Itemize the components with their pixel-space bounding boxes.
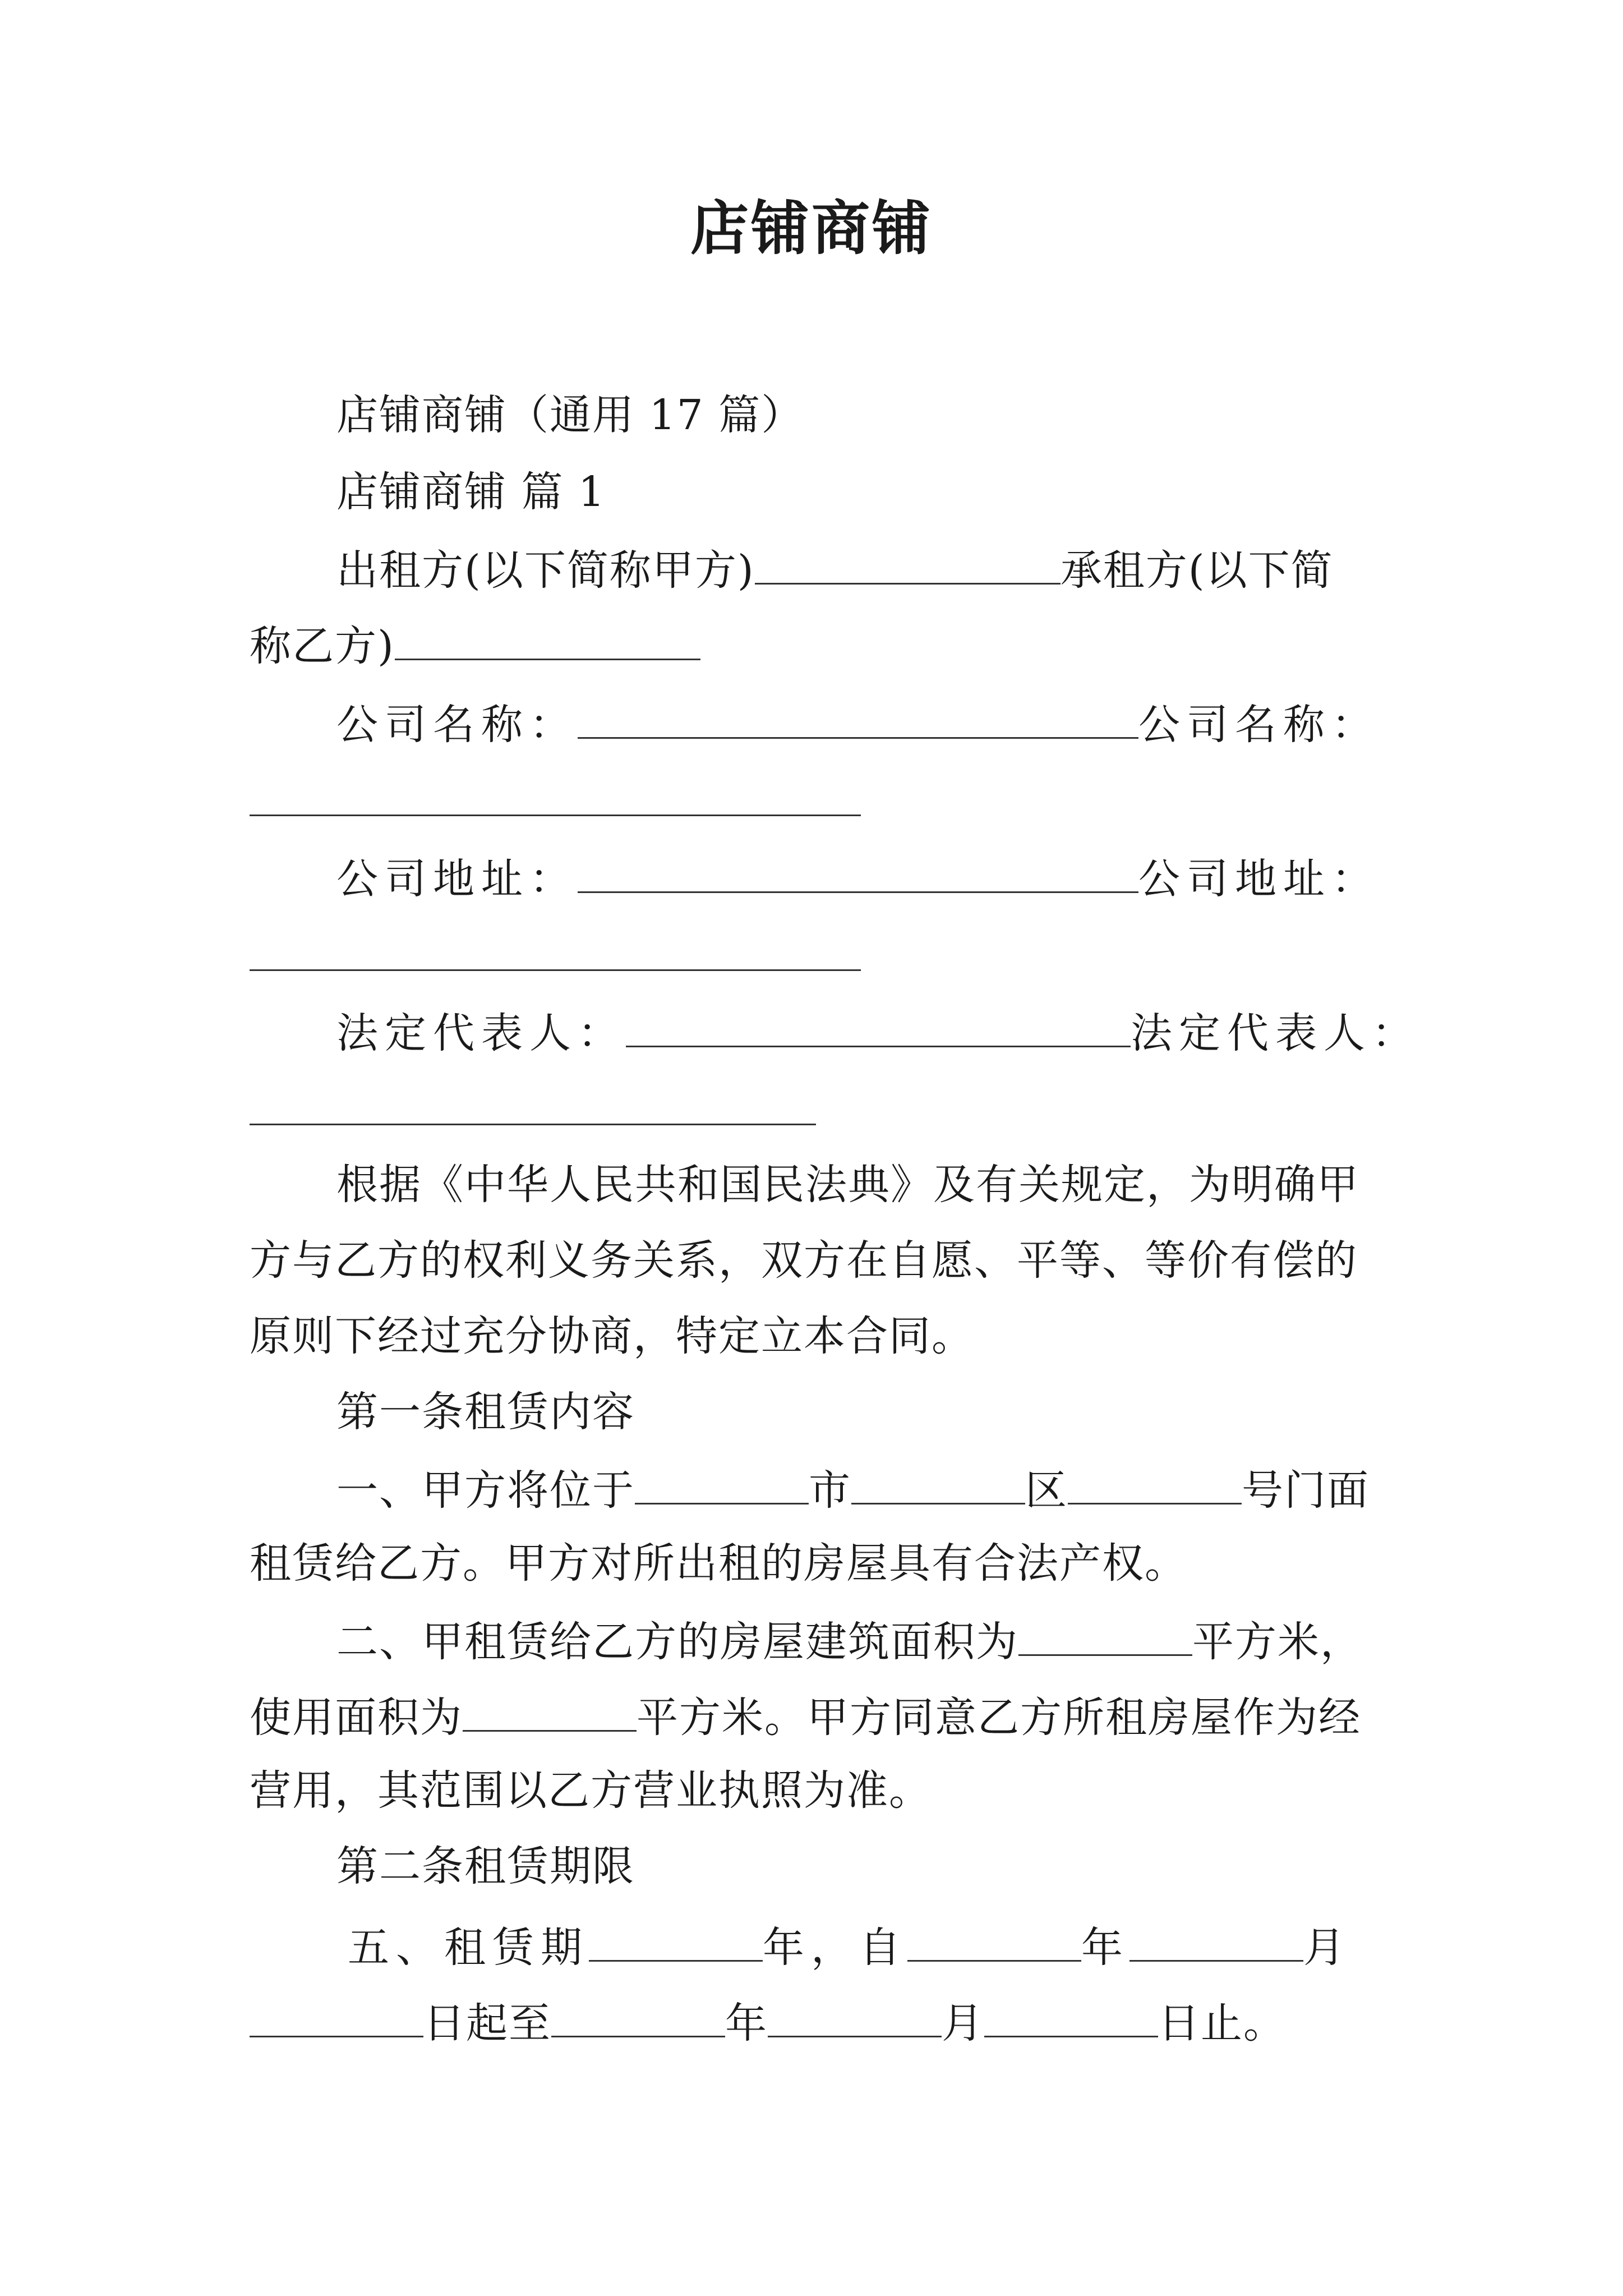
page-title: 店铺商铺 [690,194,933,263]
clause-5-text-e: 日起至 [423,1999,551,2047]
clause-1-text-c: 区 [1025,1466,1068,1515]
clause-1-text-d: 号门面 [1242,1466,1370,1515]
company-address-label-b: 公司地址： [1138,855,1380,903]
clause-5-text-a: 五、租赁期 [348,1924,589,1972]
article-1-clause-2-cont [250,1694,1361,1742]
clause-1-text-a: 一、甲方将位于 [336,1466,635,1515]
lessee-blank [395,623,700,660]
company-name-blank-a [578,701,1138,739]
company-address-blank-a [578,855,1138,893]
legal-rep-label-b: 法定代表人： [1131,1009,1420,1057]
clause-2-text-b: 平方米， [1192,1618,1363,1666]
article-1-clause-2-end: 营用，其范围以乙方营业执照为准。 [250,1766,932,1815]
end-year-blank [551,2000,725,2037]
clause-5-text-f: 年 [725,1999,768,2047]
lessee-line [250,622,700,670]
company-address-line [336,855,1380,903]
company-address-blank-b [250,969,861,971]
building-area-blank [1018,1618,1192,1656]
company-address-label-a: 公司地址： [336,855,578,903]
section-heading: 店铺商铺 篇 1 [336,468,606,516]
lessee-label-cont: 称乙方) [250,622,395,670]
company-name-blank-b [250,815,861,816]
start-day-blank [250,2000,423,2037]
end-day-blank [984,2000,1158,2037]
article-1-clause-1-cont: 租赁给乙方。甲方对所出租的房屋具有合法产权。 [250,1539,1187,1588]
lessee-label: 承租方(以下简 [1060,546,1334,595]
clause-2-text-d: 平方米。甲方同意乙方所租房屋作为经 [637,1694,1361,1742]
article-1-heading: 第一条租赁内容 [336,1388,635,1436]
clause-2-text-c: 使用面积为 [250,1694,463,1742]
district-blank [1068,1467,1242,1504]
article-1-clause-1 [336,1466,1370,1515]
start-year-blank [907,1924,1081,1962]
clause-5-text-c: 年 [1081,1924,1129,1972]
legal-rep-blank-a [626,1010,1131,1047]
city-blank [851,1467,1025,1504]
usable-area-blank [463,1694,637,1732]
legal-rep-blank-b [250,1124,816,1125]
clause-5-text-g: 月 [942,1999,984,2047]
legal-rep-label-a: 法定代表人： [336,1009,626,1057]
company-name-label-a: 公司名称： [336,701,578,749]
lessor-label: 出租方(以下简称甲方) [336,546,755,595]
article-2-clause-5 [348,1924,1352,1972]
article-1-clause-2 [336,1618,1363,1666]
article-2-clause-5-cont [250,1999,1286,2047]
lessor-line [336,546,1334,595]
lease-years-blank [589,1924,763,1962]
location-blank [635,1467,809,1504]
start-month-blank [1129,1924,1303,1962]
clause-2-text-a: 二、甲租赁给乙方的房屋建筑面积为 [336,1618,1018,1666]
preamble-line-3: 原则下经过充分协商，特定立本合同。 [250,1312,974,1360]
company-name-label-b: 公司名称： [1138,701,1380,749]
clause-5-text-b: 年，自 [763,1924,907,1972]
clause-5-text-h: 日止。 [1158,1999,1286,2047]
company-name-line [336,701,1380,749]
clause-1-text-b: 市 [809,1466,851,1515]
clause-5-text-d: 月 [1303,1924,1352,1972]
preamble-line-1: 根据《中华人民共和国民法典》及有关规定，为明确甲 [336,1161,1359,1209]
lessor-blank [755,547,1061,585]
article-2-heading: 第二条租赁期限 [336,1842,635,1890]
document-subtitle: 店铺商铺（通用 17 篇） [336,391,804,439]
preamble-line-2: 方与乙方的权利义务关系，双方在自愿、平等、等价有偿的 [250,1236,1358,1285]
end-month-blank [768,2000,942,2037]
legal-rep-line [336,1009,1420,1057]
